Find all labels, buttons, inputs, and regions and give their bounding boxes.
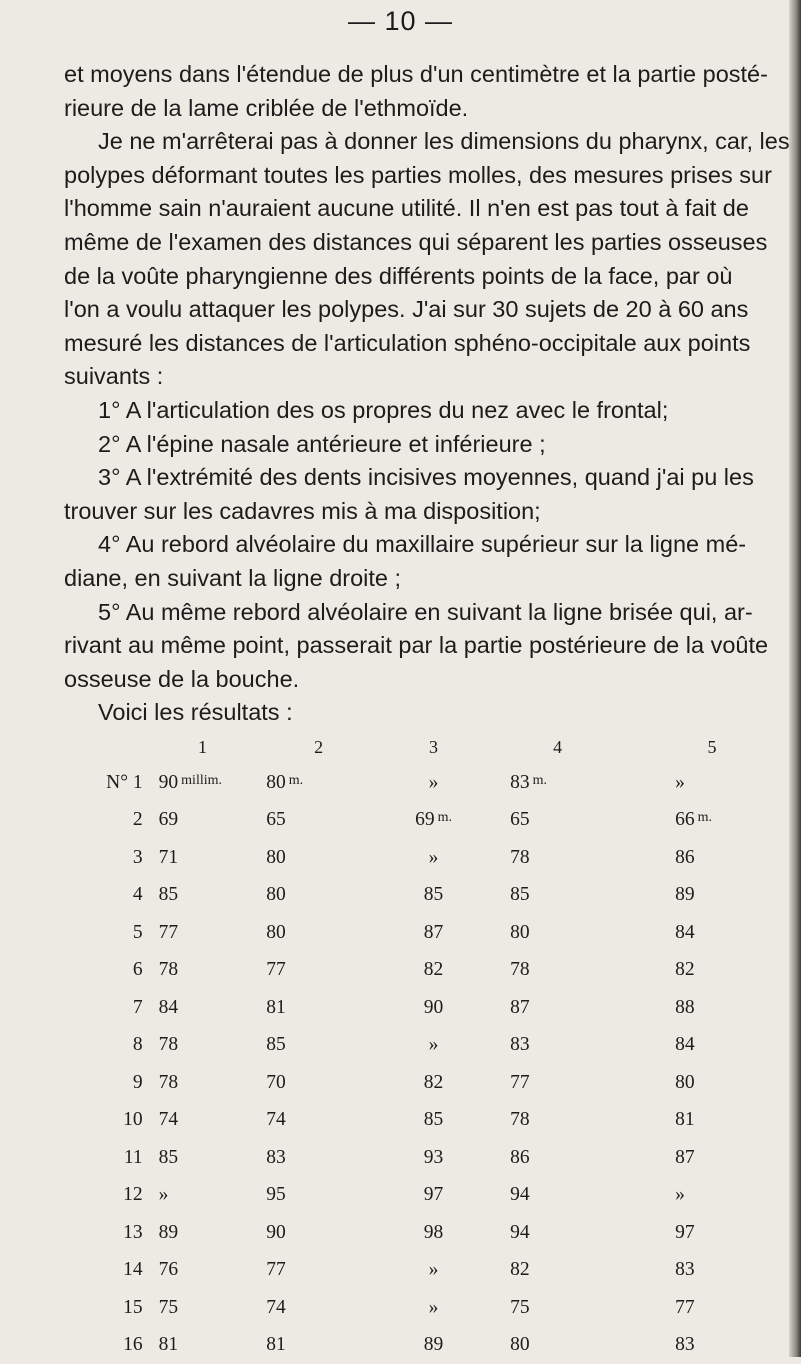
measurement-cell [143, 1252, 263, 1290]
measurement-cell [143, 989, 263, 1027]
measurement-value: 85 [424, 884, 444, 905]
unit-label: m. [533, 773, 547, 788]
measurement-value: 89 [424, 1334, 444, 1355]
measurement-cell [492, 1289, 623, 1327]
measurement-value: 65 [266, 809, 286, 830]
measurement-cell [623, 839, 801, 877]
measurement-cell [375, 1177, 492, 1215]
measurement-value: 83 [510, 772, 530, 793]
measurement-cell [375, 877, 492, 915]
text-line: diane, en suivant la ligne droite ; [64, 562, 794, 596]
list-item: 4° Au rebord alvéolaire du maxillaire supérieur sur la ligne mé- [64, 528, 794, 562]
measurement-value: 85 [159, 1147, 179, 1168]
body-text [64, 58, 794, 730]
measurement-value: 80 [266, 884, 286, 905]
measurement-cell [262, 1214, 375, 1252]
measurement-value: 94 [510, 1184, 530, 1205]
measurement-value: 86 [675, 847, 695, 868]
measurement-value: 89 [159, 1222, 179, 1243]
measurement-cell [262, 989, 375, 1027]
row-number: 11 [60, 1139, 143, 1177]
measurement-cell [375, 1139, 492, 1177]
measurement-cell [143, 1214, 263, 1252]
measurement-value: » [429, 1259, 439, 1280]
measurement-value: 82 [424, 959, 444, 980]
table-row [60, 764, 801, 802]
measurement-value: 83 [675, 1259, 695, 1280]
measurement-cell [143, 1027, 263, 1065]
measurement-cell [623, 1177, 801, 1215]
measurement-cell [262, 1027, 375, 1065]
measurement-cell [623, 989, 801, 1027]
measurement-value: 90 [266, 1222, 286, 1243]
measurement-cell [623, 1327, 801, 1364]
unit-label: millim. [181, 773, 222, 788]
measurement-cell [623, 952, 801, 990]
measurement-cell [492, 1177, 623, 1215]
measurement-cell [262, 1289, 375, 1327]
row-number: 10 [60, 1102, 143, 1140]
measurement-cell [492, 989, 623, 1027]
text-line: rivant au même point, passerait par la partie postérieure de la voûte [64, 629, 794, 663]
measurement-value: 83 [266, 1147, 286, 1168]
measurement-value: 97 [424, 1184, 444, 1205]
measurement-cell [375, 764, 492, 802]
measurement-value: 81 [266, 997, 286, 1018]
measurement-value: 80 [266, 847, 286, 868]
measurement-cell [262, 1139, 375, 1177]
text-line: l'on a voulu attaquer les polypes. J'ai sur 30 sujets de 20 à 60 ans [64, 293, 794, 327]
text-line: trouver sur les cadavres mis à ma disposition; [64, 495, 794, 529]
measurement-cell [492, 1102, 623, 1140]
measurement-value: 78 [510, 847, 530, 868]
row-number: 3 [60, 839, 143, 877]
measurement-cell [492, 1327, 623, 1364]
measurement-value: 74 [266, 1297, 286, 1318]
measurement-cell [143, 877, 263, 915]
measurement-value: 80 [675, 1072, 695, 1093]
measurement-value: 78 [159, 1072, 179, 1093]
measurement-value: 80 [266, 922, 286, 943]
row-number: 14 [60, 1252, 143, 1290]
measurement-cell [143, 1102, 263, 1140]
measurement-cell [492, 877, 623, 915]
measurement-value: » [675, 1184, 685, 1205]
table-row [60, 914, 801, 952]
row-number: 8 [60, 1027, 143, 1065]
table-row [60, 1214, 801, 1252]
measurement-cell [623, 877, 801, 915]
column-header: 1 [143, 730, 263, 764]
measurement-value: 75 [159, 1297, 179, 1318]
unit-label: m. [289, 773, 303, 788]
table-row [60, 1064, 801, 1102]
measurement-cell [143, 1064, 263, 1102]
row-number: 7 [60, 989, 143, 1027]
measurement-value: 78 [159, 1034, 179, 1055]
measurement-cell [623, 1214, 801, 1252]
measurement-cell [623, 1289, 801, 1327]
measurement-value: » [675, 772, 685, 793]
list-item: 5° Au même rebord alvéolaire en suivant la ligne brisée qui, ar- [64, 596, 794, 630]
measurement-cell [375, 1064, 492, 1102]
measurement-value: 78 [159, 959, 179, 980]
row-number: 15 [60, 1289, 143, 1327]
measurement-cell [143, 1177, 263, 1215]
results-table [60, 730, 801, 1364]
measurement-value: 84 [159, 997, 179, 1018]
measurement-cell [262, 1327, 375, 1364]
row-number: 6 [60, 952, 143, 990]
list-item: 2° A l'épine nasale antérieure et inférieure ; [64, 428, 794, 462]
measurement-cell [623, 1027, 801, 1065]
column-header: 2 [262, 730, 375, 764]
measurement-cell [492, 952, 623, 990]
column-header: 4 [492, 730, 623, 764]
measurement-cell [492, 839, 623, 877]
measurement-value: 82 [424, 1072, 444, 1093]
measurement-cell [143, 1327, 263, 1364]
measurement-cell [492, 1252, 623, 1290]
measurement-cell [375, 839, 492, 877]
measurement-cell [143, 802, 263, 840]
row-number: 13 [60, 1214, 143, 1252]
text-line: et moyens dans l'étendue de plus d'un centimètre et la partie posté- [64, 58, 794, 92]
table-row [60, 1139, 801, 1177]
column-header [60, 730, 143, 764]
measurement-value: 86 [510, 1147, 530, 1168]
measurement-value: 77 [266, 1259, 286, 1280]
measurement-cell [375, 1102, 492, 1140]
measurement-cell [623, 802, 801, 840]
measurement-value: 98 [424, 1222, 444, 1243]
text-line: rieure de la lame criblée de l'ethmoïde. [64, 92, 794, 126]
text-line: polypes déformant toutes les parties molles, des mesures prises sur [64, 159, 794, 193]
measurement-cell [262, 802, 375, 840]
measurement-value: 97 [675, 1222, 695, 1243]
measurement-value: 77 [675, 1297, 695, 1318]
measurement-cell [492, 914, 623, 952]
measurement-value: 75 [510, 1297, 530, 1318]
measurement-cell [143, 1289, 263, 1327]
measurement-cell [375, 952, 492, 990]
measurement-cell [623, 1252, 801, 1290]
measurement-cell [143, 952, 263, 990]
measurement-value: 90 [424, 997, 444, 1018]
table-row [60, 1252, 801, 1290]
measurement-value: 74 [159, 1109, 179, 1130]
measurement-value: 76 [159, 1259, 179, 1280]
row-number: 4 [60, 877, 143, 915]
table-row [60, 839, 801, 877]
measurement-value: » [429, 847, 439, 868]
measurement-cell [492, 1027, 623, 1065]
table-row [60, 952, 801, 990]
measurement-value: 81 [675, 1109, 695, 1130]
measurement-cell [623, 1064, 801, 1102]
table-row [60, 989, 801, 1027]
unit-label: m. [438, 810, 452, 825]
measurement-value: 81 [266, 1334, 286, 1355]
list-item: 1° A l'articulation des os propres du nez avec le frontal; [64, 394, 794, 428]
measurement-value: 84 [675, 922, 695, 943]
column-header: 5 [623, 730, 801, 764]
row-number: N° 1 [60, 764, 143, 802]
table-row [60, 1289, 801, 1327]
measurement-value: 85 [424, 1109, 444, 1130]
row-number: 16 [60, 1327, 143, 1364]
text-line: l'homme sain n'auraient aucune utilité. Il n'en est pas tout à fait de [64, 192, 794, 226]
measurement-cell [492, 764, 623, 802]
text-line: mesuré les distances de l'articulation sphéno-occipitale aux points [64, 327, 794, 361]
unit-label: m. [698, 810, 712, 825]
page-number: — 10 — [0, 6, 801, 37]
measurement-cell [375, 1027, 492, 1065]
measurement-value: 95 [266, 1184, 286, 1205]
measurement-value: » [159, 1184, 169, 1205]
measurement-cell [375, 1214, 492, 1252]
measurement-cell [262, 1102, 375, 1140]
row-number: 12 [60, 1177, 143, 1215]
measurement-cell [623, 914, 801, 952]
measurement-cell [375, 1252, 492, 1290]
measurement-value: » [429, 772, 439, 793]
measurement-cell [262, 952, 375, 990]
list-item: 3° A l'extrémité des dents incisives moyennes, quand j'ai pu les [64, 461, 794, 495]
measurement-cell [262, 839, 375, 877]
measurement-value: » [429, 1297, 439, 1318]
measurement-value: 85 [510, 884, 530, 905]
measurement-cell [375, 1327, 492, 1364]
measurement-value: 83 [510, 1034, 530, 1055]
text-line: même de l'examen des distances qui séparent les parties osseuses [64, 226, 794, 260]
table-row [60, 1327, 801, 1364]
measurement-cell [492, 1064, 623, 1102]
table-row [60, 802, 801, 840]
measurement-cell [623, 1139, 801, 1177]
measurement-cell [375, 802, 492, 840]
measurement-value: 85 [159, 884, 179, 905]
measurement-value: 81 [159, 1334, 179, 1355]
text-line: suivants : [64, 360, 794, 394]
measurement-value: 69 [159, 809, 179, 830]
measurement-value: 90 [159, 772, 179, 793]
measurement-value: 84 [675, 1034, 695, 1055]
measurement-value: 78 [510, 1109, 530, 1130]
measurement-cell [143, 839, 263, 877]
measurement-value: 78 [510, 959, 530, 980]
measurement-value: 77 [510, 1072, 530, 1093]
measurement-cell [143, 764, 263, 802]
measurement-value: 82 [675, 959, 695, 980]
measurement-cell [623, 1102, 801, 1140]
measurement-value: 77 [159, 922, 179, 943]
measurement-cell [492, 1214, 623, 1252]
measurement-value: 65 [510, 809, 530, 830]
measurement-cell [262, 1064, 375, 1102]
measurement-value: 93 [424, 1147, 444, 1168]
measurement-cell [262, 1177, 375, 1215]
measurement-value: 71 [159, 847, 179, 868]
row-number: 2 [60, 802, 143, 840]
measurement-cell [262, 877, 375, 915]
text-line: osseuse de la bouche. [64, 663, 794, 697]
table-header-row [60, 730, 801, 764]
measurement-value: 94 [510, 1222, 530, 1243]
measurement-value: 83 [675, 1334, 695, 1355]
measurement-value: 87 [675, 1147, 695, 1168]
table-row [60, 1102, 801, 1140]
measurement-cell [143, 914, 263, 952]
table-row [60, 1177, 801, 1215]
measurement-value: 88 [675, 997, 695, 1018]
measurement-value: 89 [675, 884, 695, 905]
text-line: Voici les résultats : [64, 696, 794, 730]
row-number: 9 [60, 1064, 143, 1102]
measurement-cell [262, 914, 375, 952]
text-line: de la voûte pharyngienne des différents points de la face, par où [64, 260, 794, 294]
measurement-cell [262, 1252, 375, 1290]
measurement-value: 80 [510, 922, 530, 943]
table-row [60, 877, 801, 915]
measurement-cell [375, 1289, 492, 1327]
measurement-value: 66 [675, 809, 695, 830]
measurement-value: 77 [266, 959, 286, 980]
measurement-cell [375, 914, 492, 952]
measurement-value: 87 [424, 922, 444, 943]
measurement-cell [492, 802, 623, 840]
measurement-value: 80 [510, 1334, 530, 1355]
measurement-value: 80 [266, 772, 286, 793]
measurement-cell [623, 764, 801, 802]
column-header: 3 [375, 730, 492, 764]
measurement-value: 69 [415, 809, 435, 830]
measurement-value: 74 [266, 1109, 286, 1130]
measurement-value: » [429, 1034, 439, 1055]
measurement-value: 70 [266, 1072, 286, 1093]
text-line: Je ne m'arrêterai pas à donner les dimensions du pharynx, car, les [64, 125, 794, 159]
measurement-value: 82 [510, 1259, 530, 1280]
measurement-cell [262, 764, 375, 802]
table-body [60, 764, 801, 1364]
measurement-cell [492, 1139, 623, 1177]
measurement-cell [143, 1139, 263, 1177]
measurement-value: 87 [510, 997, 530, 1018]
row-number: 5 [60, 914, 143, 952]
measurement-value: 85 [266, 1034, 286, 1055]
measurement-cell [375, 989, 492, 1027]
table-row [60, 1027, 801, 1065]
